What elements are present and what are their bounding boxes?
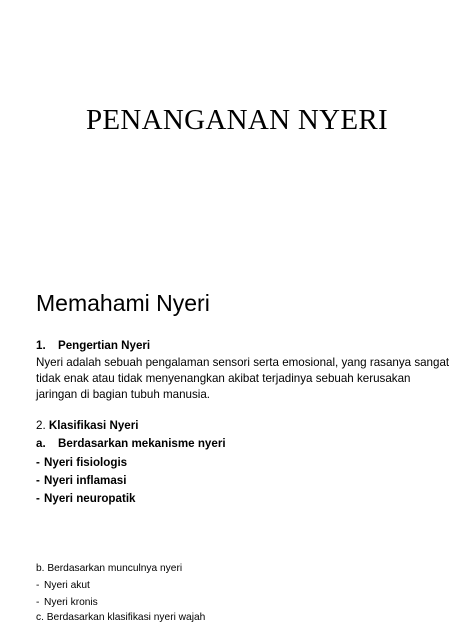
list-item-text: Nyeri fisiologis	[44, 456, 128, 469]
subheading-text: Berdasarkan mekanisme nyeri	[58, 437, 226, 450]
subheading-wajah: c. Berdasarkan klasifikasi nyeri wajah	[36, 612, 206, 623]
heading-pengertian	[36, 338, 150, 354]
heading-number: 1.	[36, 339, 46, 352]
document-title: PENANGANAN NYERI	[85, 104, 389, 136]
bullet-dash: -	[36, 597, 40, 608]
list-item	[36, 596, 98, 610]
list-item	[36, 455, 127, 471]
list-item	[36, 491, 136, 507]
bullet-dash: -	[36, 492, 40, 505]
bullet-dash: -	[36, 456, 40, 469]
bullet-dash: -	[36, 474, 40, 487]
subheading-mekanisme	[36, 436, 226, 452]
section-title: Memahami Nyeri	[36, 290, 210, 316]
heading-text: Klasifikasi Nyeri	[48, 419, 139, 432]
heading-klasifikasi	[36, 418, 139, 434]
list-item-text: Nyeri inflamasi	[44, 474, 127, 487]
list-item-text: Nyeri neuropatik	[44, 492, 136, 505]
heading-text: Pengertian Nyeri	[58, 339, 151, 352]
subheading-label: a.	[36, 437, 46, 450]
bullet-dash: -	[36, 580, 40, 591]
list-item	[36, 473, 126, 489]
list-item-text: Nyeri kronis	[44, 597, 98, 608]
list-item	[36, 579, 90, 593]
heading-number: 2.	[36, 419, 46, 432]
paragraph-line: tidak enak atau tidak menyenangkan akibat terjadinya sebuah kerusakan	[36, 372, 411, 385]
subheading-munculnya: b. Berdasarkan munculnya nyeri	[36, 563, 183, 574]
paragraph-definition	[36, 355, 450, 403]
list-item-text: Nyeri akut	[44, 580, 90, 591]
paragraph-line: jaringan di bagian tubuh manusia.	[36, 388, 211, 401]
paragraph-line: Nyeri adalah sebuah pengalaman sensori serta emosional, yang rasanya sangat	[36, 356, 450, 369]
